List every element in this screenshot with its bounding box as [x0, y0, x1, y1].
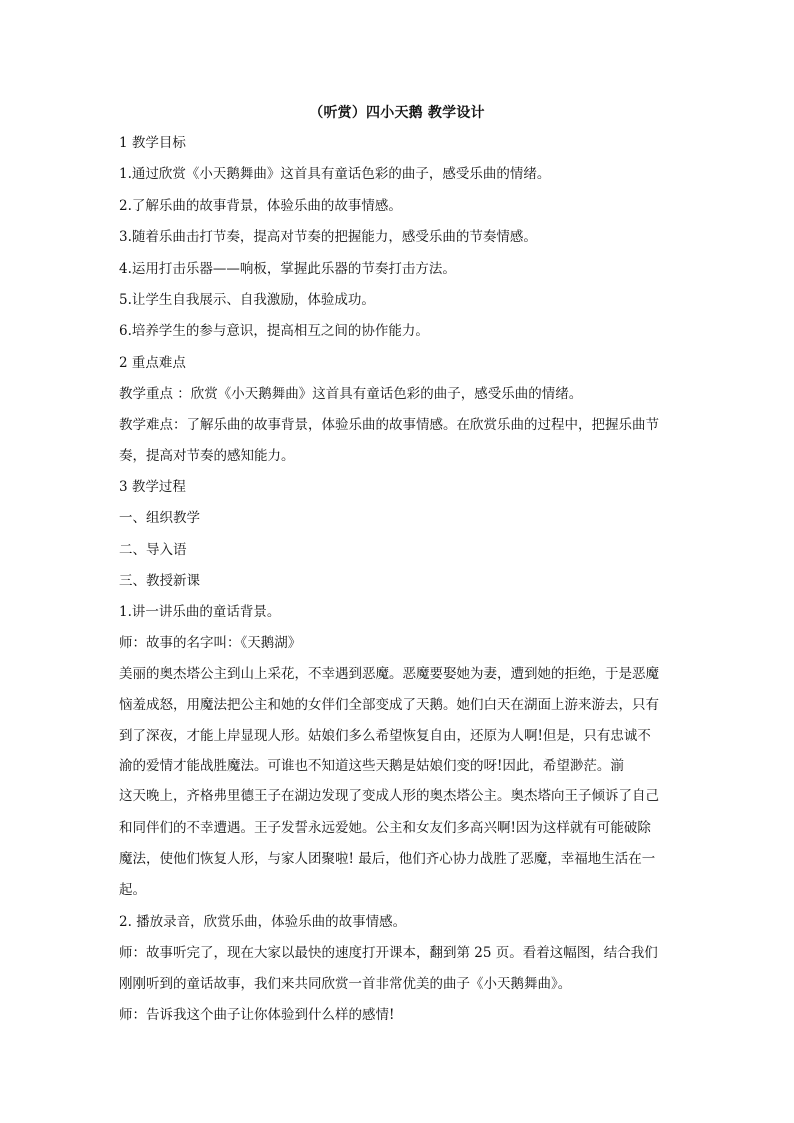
text-line: 这天晚上，齐格弗里德王子在湖边发现了变成人形的奥杰塔公主。奥杰塔向王子倾诉了自己	[119, 788, 659, 804]
text-line: 三、教授新课	[119, 573, 200, 589]
text-line: 师：故事的名字叫：《天鹅湖》	[119, 635, 302, 651]
text-line: 6.培养学生的参与意识，提高相互之间的协作能力。	[119, 323, 429, 339]
text-line: 到了深夜，才能上岸显现人形。姑娘们多么希望恢复自由，还原为人啊!但是，只有忠诚不	[119, 728, 651, 744]
text-line: 5.让学生自我展示、自我激励，体验成功。	[119, 292, 375, 308]
text-line: 1.通过欣赏《小天鹅舞曲》这首具有童话色彩的曲子，感受乐曲的情绪。	[119, 166, 551, 182]
text-line: 魔法，使他们恢复人形，与家人团聚啦! 最后，他们齐心协力战胜了恶魔，幸福地生活在一	[119, 851, 656, 867]
text-line: 美丽的奥杰塔公主到山上采花，不幸遇到恶魔。恶魔要娶她为妻，遭到她的拒绝，于是恶魔	[119, 666, 659, 682]
text-line: 4.运用打击乐器——响板，掌握此乐器的节奏打击方法。	[119, 261, 456, 277]
text-line: 刚刚听到的童话故事，我们来共同欣赏一首非常优美的曲子《小天鹅舞曲》。	[119, 976, 572, 992]
document-title: （听赏）四小天鹅 教学设计	[309, 105, 485, 121]
text-line: 2.了解乐曲的故事背景，体验乐曲的故事情感。	[119, 198, 402, 214]
text-line: 和同伴们的不幸遭遇。王子发誓永远爱她。公主和女友们多高兴啊!因为这样就有可能破除	[119, 820, 651, 836]
section-heading: 1 教学目标	[119, 135, 186, 151]
text-line: 3.随着乐曲击打节奏，提高对节奏的把握能力，感受乐曲的节奏情感。	[119, 229, 537, 245]
section-heading: 3 教学过程	[119, 479, 186, 495]
text-line: 恼羞成怒，用魔法把公主和她的女伴们全部变成了天鹅。她们白天在湖面上游来游去，只有	[119, 697, 659, 713]
text-line: 师：故事听完了，现在大家以最快的速度打开课本，翻到第 25 页。看着这幅图，结合我们	[119, 945, 658, 961]
text-line: 教学难点：了解乐曲的故事背景，体验乐曲的故事情感。在欣赏乐曲的过程中，把握乐曲节	[119, 417, 659, 433]
text-line: 师：告诉我这个曲子让你体验到什么样的感情!	[119, 1007, 395, 1023]
text-line: 渝的爱情才能战胜魔法。可谁也不知道这些天鹅是姑娘们变的呀!因此，希望渺茫。湔	[119, 758, 624, 774]
text-line: 起。	[119, 882, 146, 898]
text-line: 1.讲一讲乐曲的童话背景。	[119, 604, 281, 620]
text-line: 教学重点 ：欣赏《小天鹅舞曲》这首具有童话色彩的曲子，感受乐曲的情绪。	[119, 386, 583, 402]
section-heading: 2 重点难点	[119, 355, 186, 371]
text-line: 二、导入语	[119, 542, 187, 558]
text-line: 一、组织教学	[119, 510, 200, 526]
text-line: 奏，提高对节奏的感知能力。	[119, 448, 295, 464]
text-line: 2. 播放录音，欣赏乐曲，体验乐曲的故事情感。	[119, 914, 407, 930]
